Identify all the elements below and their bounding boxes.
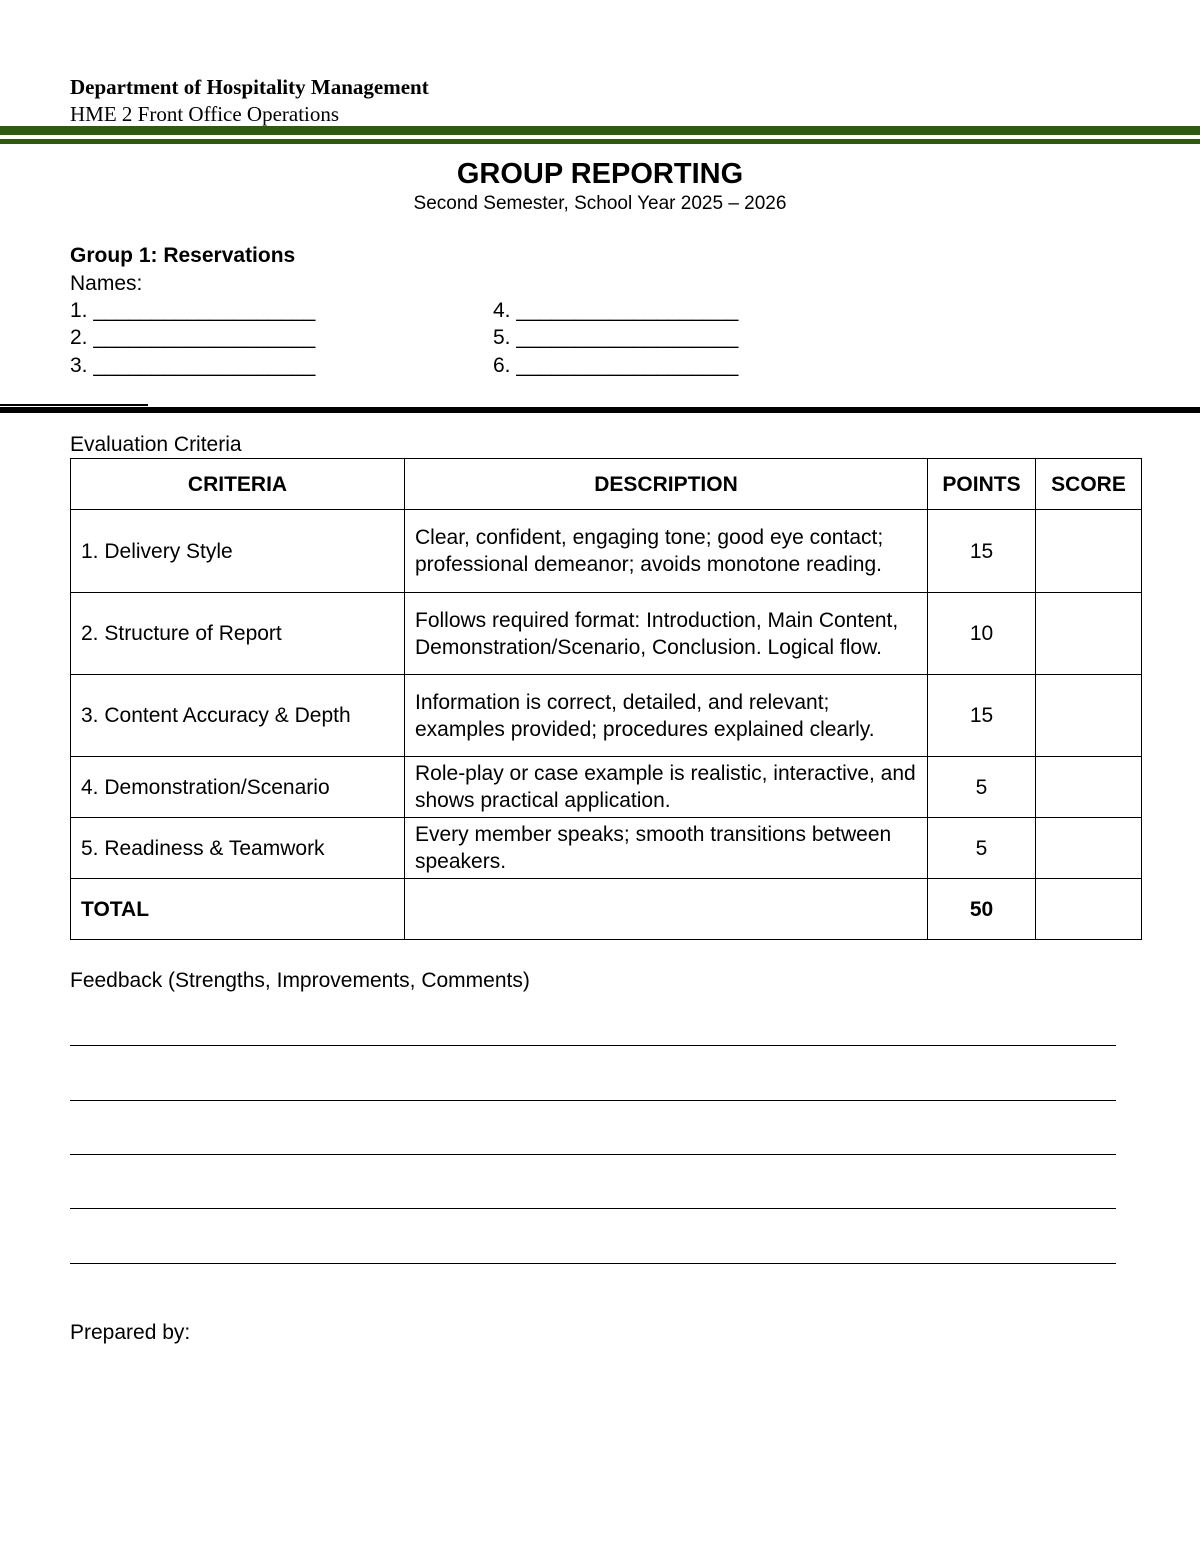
total-row — [71, 879, 1142, 940]
name-line-1[interactable]: 1. ___________________ — [70, 299, 316, 322]
total-points-cell: 50 — [928, 879, 1036, 940]
header-criteria: CRITERIA — [71, 459, 405, 510]
course-name: HME 2 Front Office Operations — [70, 102, 340, 126]
table-row — [71, 593, 1142, 675]
name-line-4[interactable]: 4. ___________________ — [493, 299, 739, 322]
name-line-5[interactable]: 5. ___________________ — [493, 326, 739, 349]
description-cell: Clear, confident, engaging tone; good eye contact; professional demeanor; avoids monotone reading. — [405, 510, 928, 593]
criteria-cell: 1. Delivery Style — [71, 510, 405, 593]
table-header-row — [71, 459, 1142, 510]
prepared-by-label: Prepared by: — [70, 1321, 191, 1344]
header-band-thick — [0, 126, 1200, 135]
score-cell[interactable] — [1036, 510, 1142, 593]
feedback-line[interactable] — [70, 1045, 1116, 1046]
points-cell: 15 — [928, 675, 1036, 757]
score-cell[interactable] — [1036, 757, 1142, 818]
name-line-6[interactable]: 6. ___________________ — [493, 354, 739, 377]
section-divider — [0, 407, 1200, 413]
header-score: SCORE — [1036, 459, 1142, 510]
description-cell: Information is correct, detailed, and relevant; examples provided; procedures explained clearly. — [405, 675, 928, 757]
criteria-cell: 3. Content Accuracy & Depth — [71, 675, 405, 757]
score-cell[interactable] — [1036, 818, 1142, 879]
section-divider-short — [0, 404, 148, 406]
name-line-3[interactable]: 3. ___________________ — [70, 354, 316, 377]
points-cell: 5 — [928, 757, 1036, 818]
table-row — [71, 510, 1142, 593]
criteria-table — [70, 458, 1142, 940]
header-band-thin — [0, 139, 1200, 144]
points-cell: 10 — [928, 593, 1036, 675]
criteria-cell: 2. Structure of Report — [71, 593, 405, 675]
description-cell: Follows required format: Introduction, Main Content, Demonstration/Scenario, Conclusion. Logical flow. — [405, 593, 928, 675]
page-title: GROUP REPORTING — [456, 158, 744, 190]
group-title: Group 1: Reservations — [70, 244, 296, 267]
score-cell[interactable] — [1036, 593, 1142, 675]
feedback-line[interactable] — [70, 1154, 1116, 1155]
criteria-cell: 5. Readiness & Teamwork — [71, 818, 405, 879]
feedback-line[interactable] — [70, 1263, 1116, 1264]
names-label: Names: — [70, 272, 143, 295]
header-description: DESCRIPTION — [405, 459, 928, 510]
description-cell: Every member speaks; smooth transitions between speakers. — [405, 818, 928, 879]
header-points: POINTS — [928, 459, 1036, 510]
feedback-label: Feedback (Strengths, Improvements, Comments) — [70, 969, 530, 992]
total-description-cell — [405, 879, 928, 940]
page-subtitle: Second Semester, School Year 2025 – 2026 — [413, 193, 787, 214]
department-name: Department of Hospitality Management — [70, 75, 429, 99]
criteria-cell: 4. Demonstration/Scenario — [71, 757, 405, 818]
table-row — [71, 818, 1142, 879]
points-cell: 5 — [928, 818, 1036, 879]
evaluation-label: Evaluation Criteria — [70, 433, 242, 456]
feedback-line[interactable] — [70, 1208, 1116, 1209]
total-score-cell[interactable] — [1036, 879, 1142, 940]
table-row — [71, 675, 1142, 757]
name-line-2[interactable]: 2. ___________________ — [70, 326, 316, 349]
table-row — [71, 757, 1142, 818]
score-cell[interactable] — [1036, 675, 1142, 757]
points-cell: 15 — [928, 510, 1036, 593]
feedback-line[interactable] — [70, 1100, 1116, 1101]
total-label-cell: TOTAL — [71, 879, 405, 940]
description-cell: Role-play or case example is realistic, interactive, and shows practical application. — [405, 757, 928, 818]
